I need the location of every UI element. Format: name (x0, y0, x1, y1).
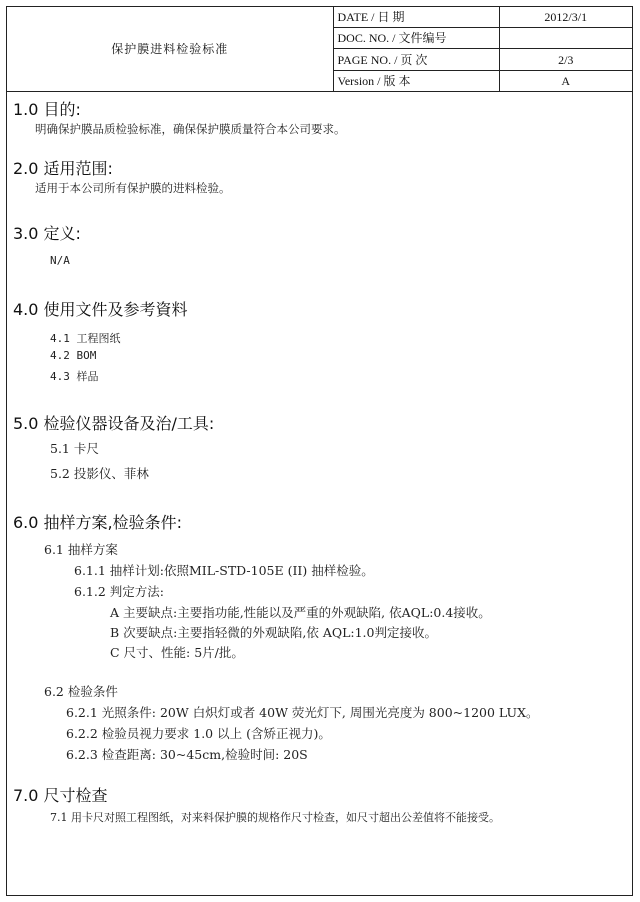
section-4-item-1: 4.1 工程图纸 (50, 332, 121, 345)
section-5-heading: 5.0 检验仪器设备及治/工具: (13, 414, 215, 433)
section-4-heading: 4.0 使用文件及参考資料 (13, 300, 188, 319)
section-3-heading: 3.0 定义: (13, 224, 81, 243)
criteria-c: C 尺寸、性能: 5片/批。 (110, 645, 244, 660)
section-6-1-2: 6.1.2 判定方法: (74, 584, 164, 599)
section-2-heading: 2.0 适用范围: (13, 159, 113, 178)
header-table (7, 7, 632, 92)
section-6-1-title: 6.1 抽样方案 (44, 542, 118, 557)
section-7-heading: 7.0 尺寸检查 (13, 786, 108, 805)
section-1-text: 明确保护膜品质检验标准，确保保护膜质量符合本公司要求。 (35, 122, 346, 136)
doc-no-value (499, 28, 632, 49)
date-value: 2012/3/1 (499, 7, 632, 28)
section-1-heading: 1.0 目的: (13, 100, 81, 119)
section-5-item-1: 5.1 卡尺 (50, 441, 99, 456)
version-label: Version / 版 本 (333, 70, 499, 91)
page-no-label: PAGE NO. / 页 次 (333, 49, 499, 70)
date-label: DATE / 日 期 (333, 7, 499, 28)
section-2-text: 适用于本公司所有保护膜的进料检验。 (35, 181, 231, 195)
section-6-2-1: 6.2.1 光照条件: 20W 白炽灯或者 40W 荧光灯下, 周围光亮度为 800~1200 LUX。 (66, 705, 539, 720)
section-6-2-3: 6.2.3 检查距离: 30~45cm,检验时间: 20S (66, 747, 308, 762)
criteria-a: A 主要缺点:主要指功能,性能以及严重的外观缺陷, 依AQL:0.4接收。 (110, 605, 491, 620)
section-6-heading: 6.0 抽样方案,检验条件: (13, 513, 183, 532)
section-7-text: 7.1 用卡尺对照工程图纸，对来料保护膜的规格作尺寸检查，如尺寸超出公差值将不能接受。 (50, 811, 500, 824)
section-3-text: N/A (50, 254, 70, 267)
page-no-value: 2/3 (499, 49, 632, 70)
section-4-item-2: 4.2 BOM (50, 349, 97, 362)
criteria-b: B 次要缺点:主要指轻微的外观缺陷,依 AQL:1.0判定接收。 (110, 625, 437, 640)
section-5-item-2: 5.2 投影仪、菲林 (50, 466, 149, 481)
section-6-2-2: 6.2.2 检验员视力要求 1.0 以上 (含矫正视力)。 (66, 726, 331, 741)
version-value: A (499, 70, 632, 91)
document-title: 保护膜进料检验标准 (7, 7, 333, 92)
section-6-1-1: 6.1.1 抽样计划:依照MIL-STD-105E (II) 抽样检验。 (74, 563, 374, 578)
section-4-item-3: 4.3 样品 (50, 370, 99, 383)
section-6-2-title: 6.2 检验条件 (44, 684, 118, 699)
document-frame (6, 6, 633, 896)
doc-no-label: DOC. NO. / 文件编号 (333, 28, 499, 49)
